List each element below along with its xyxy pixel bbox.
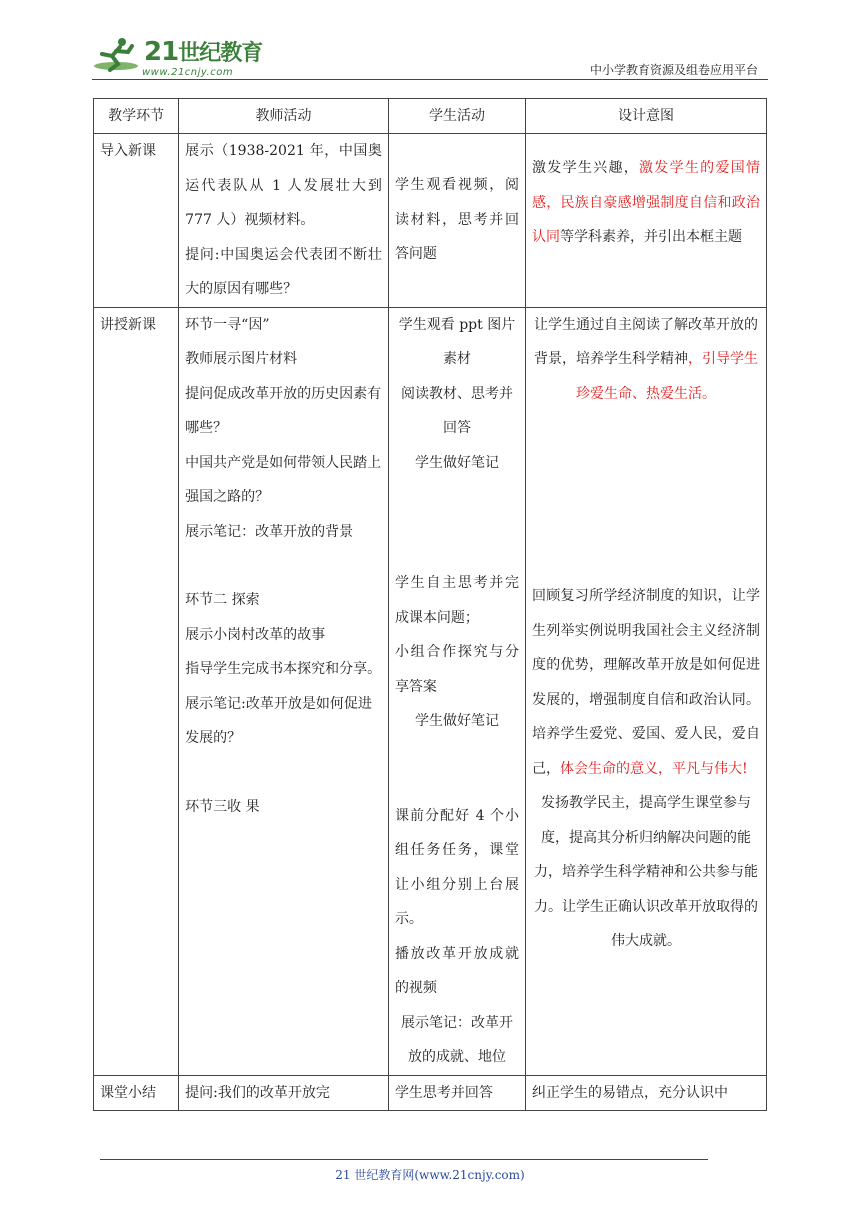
column-header-intent: 设计意图 xyxy=(526,99,767,134)
teacher-text: 提问促成改革开放的历史因素有哪些？ xyxy=(185,385,382,436)
intent-text: 回顾复习所学经济制度的知识，让学生列举实例说明我国社会主义经济制度的优势，理解改革开放是如何促进发展的，增强制度自信和政治认同。培养学生爱党、爱国、爱人民，爱自己， xyxy=(532,588,760,777)
teacher-text: 展示笔记:改革开放是如何促进发展的？ xyxy=(185,695,372,746)
student-text: 学生观看 ppt 图片素材 xyxy=(398,316,516,367)
runner-logo-icon xyxy=(92,36,146,76)
teacher-text: 提问:中国奥运会代表团不断壮大的原因有哪些？ xyxy=(185,246,382,297)
intent-text: 激发学生兴趣， xyxy=(532,160,640,176)
table-row-intro xyxy=(94,134,767,308)
footer-divider xyxy=(100,1159,708,1160)
table-header-row xyxy=(94,99,767,134)
teacher-text: 教师展示图片材料 xyxy=(185,351,298,367)
teacher-text: 展示笔记：改革开放的背景 xyxy=(185,523,354,540)
design-intent-cell xyxy=(526,307,767,1075)
student-text: 展示笔记：改革开放的成就、地位 xyxy=(400,1014,513,1065)
logo xyxy=(92,36,272,76)
student-text: 课前分配好 4 个小组任务任务，课堂让小组分别上台展示。 xyxy=(394,807,520,927)
teacher-text: 环节一寻“因” xyxy=(185,316,270,333)
teacher-activity-cell xyxy=(179,307,389,1075)
intent-emphasis: ，引导学生珍爱生命、热爱生活。 xyxy=(576,351,758,402)
table-row-summary xyxy=(94,1075,767,1111)
stage-cell: 讲授新课 xyxy=(94,307,179,1075)
teacher-text: 环节三收 果 xyxy=(185,798,260,815)
column-header-stage: 教学环节 xyxy=(94,99,179,134)
logo-wordmark: 21世纪教育 xyxy=(144,37,263,67)
student-text: 小组合作探究与分享答案 xyxy=(394,644,520,695)
teacher-text: 环节二 探索 xyxy=(185,592,260,608)
teacher-activity-cell: 提问:我们的改革开放完 xyxy=(179,1075,389,1111)
intent-text: 发扬教学民主，提高学生课堂参与度，提高其分析归纳解决问题的能力，培养学生科学精神和公共参与能力。让学生正确认识改革开放取得的伟大成就。 xyxy=(534,795,758,949)
intent-emphasis: 激发学生的爱国情感，民族自豪感增强制度自信和政治认同 xyxy=(532,160,761,245)
intent-text: 让学生通过自主阅读了解改革开放的背景，培养学生科学精神 xyxy=(534,316,758,367)
table-row-teaching xyxy=(94,307,767,1075)
student-text: 学生观看视频，阅读材料，思考并回答问题 xyxy=(394,177,520,262)
teacher-text: 展示（1938-2021 年，中国奥运代表队从 1 人发展壮大到 777 人）视频材料。 xyxy=(185,143,382,228)
teacher-activity-cell xyxy=(179,134,389,308)
intent-emphasis: 体会生命的意义，平凡与伟大! xyxy=(560,760,748,777)
stage-cell: 课堂小结 xyxy=(94,1075,179,1111)
logo-url: www.21cnjy.com xyxy=(142,67,234,78)
student-activity-cell: 学生思考并回答 xyxy=(388,1075,525,1111)
stage-cell: 导入新课 xyxy=(94,134,179,308)
student-text: 播放改革开放成就的视频 xyxy=(394,945,520,996)
student-text: 学生做好笔记 xyxy=(414,713,499,729)
student-activity-cell xyxy=(388,307,525,1075)
design-intent-cell: 纠正学生的易错点，充分认识中 xyxy=(526,1075,767,1111)
teacher-text: 指导学生完成书本探究和分享。 xyxy=(185,661,382,677)
student-text: 阅读教材、思考并回答 xyxy=(400,385,513,436)
lesson-plan-table xyxy=(93,98,767,1111)
page-header xyxy=(92,30,768,80)
student-text: 学生做好笔记 xyxy=(414,454,499,471)
student-activity-cell xyxy=(388,134,525,308)
intent-text: 等学科素养，并引出本框主题 xyxy=(560,229,743,245)
teacher-text: 中国共产党是如何带领人民踏上强国之路的？ xyxy=(185,454,382,505)
header-divider xyxy=(92,79,768,80)
design-intent-cell xyxy=(526,134,767,308)
column-header-student: 学生活动 xyxy=(388,99,525,134)
student-text: 学生自主思考并完成课本问题； xyxy=(394,575,520,626)
platform-title: 中小学教育资源及组卷应用平台 xyxy=(589,63,758,77)
teacher-text: 展示小岗村改革的故事 xyxy=(185,626,326,643)
footer-link[interactable]: 21 世纪教育网(www.21cnjy.com) xyxy=(335,1168,525,1182)
column-header-teacher: 教师活动 xyxy=(179,99,389,134)
